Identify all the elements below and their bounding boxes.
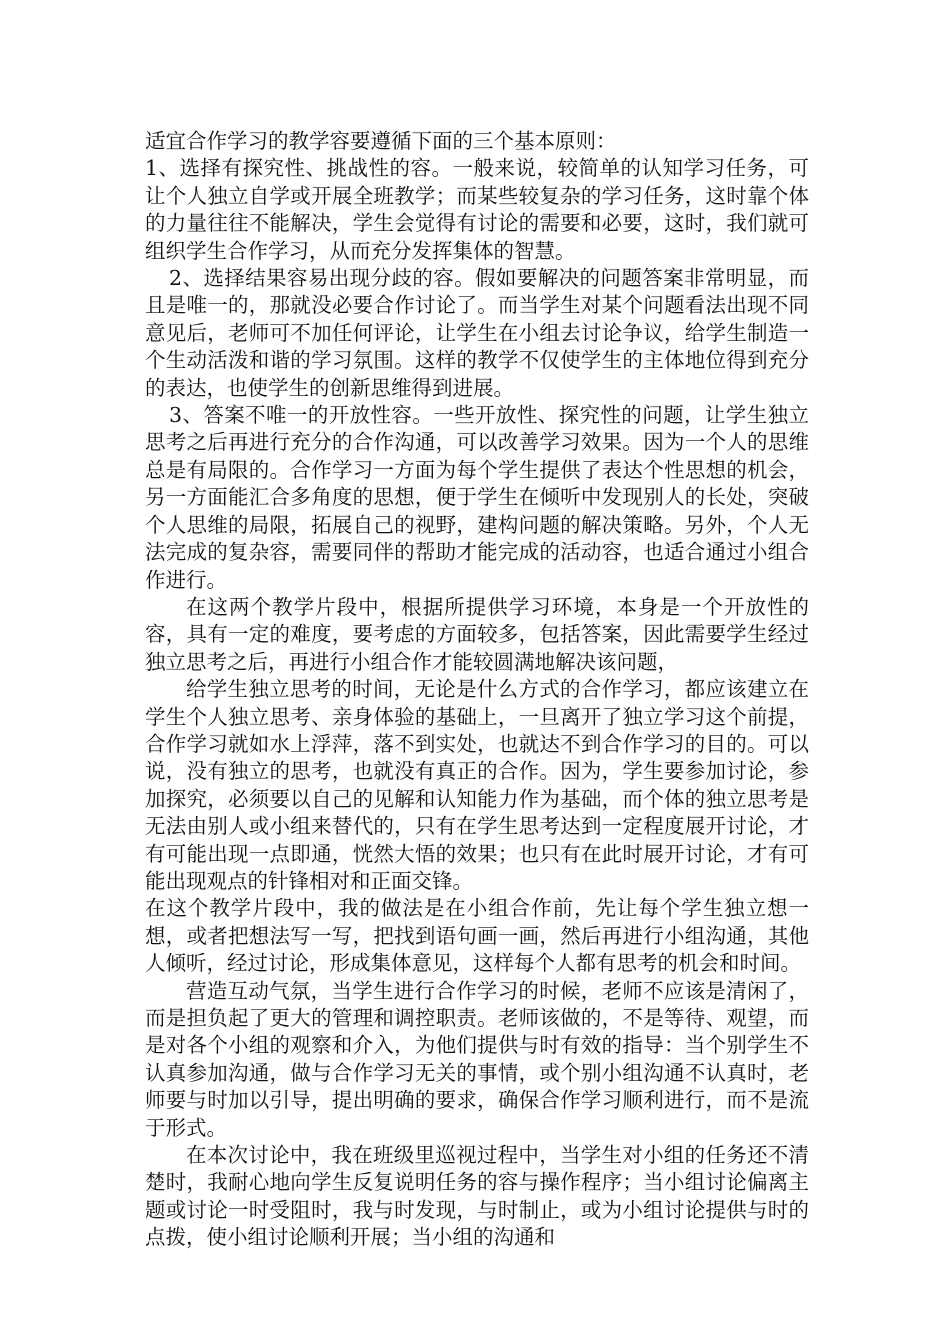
paragraph-independent-thinking: 给学生独立思考的时间，无论是什么方式的合作学习，都应该建立在学生个人独立思考、亲身体验的基础上，一旦离开了独立学习这个前提，合作学习就如水上浮萍，落不到实处，也就达不到合作学习的目的。可以说，没有独立的思考，也就没有真正的合作。因为，学生要参加讨论，参加探究，必须要以自己的见解和认知能力作为基础，而个体的独立思考是无法由别人或小组来替代的，只有在学生思考达到一定程度展开讨论，才有可能出现一点即通，恍然大悟的效果；也只有在此时展开讨论，才有可能出现观点的针锋相对和正面交锋。 xyxy=(145,677,809,893)
paragraph-teaching-segments: 在这两个教学片段中，根据所提供学习环境，本身是一个开放性的容，具有一定的难度，要考虑的方面较多，包括答案，因此需要学生经过独立思考之后，再进行小组合作才能较圆满地解决该问题， xyxy=(145,594,809,674)
paragraph-intro: 适宜合作学习的教学容要遵循下面的三个基本原则： xyxy=(145,129,617,153)
paragraph-principle-3: 3、答案不唯一的开放性容。一些开放性、探究性的问题，让学生独立思考之后再进行充分的合作沟通，可以改善学习效果。因为一个人的思维总是有局限的。合作学习一方面为每个学生提供了表达个性思想的机会，另一方面能汇合多角度的思想，便于学生在倾听中发现别人的长处，突破个人思维的局限，拓展自己的视野，建构问题的解决策略。另外，个人无法完成的复杂容，需要同伴的帮助才能完成的活动容，也适合通过小组合作进行。 xyxy=(145,403,809,592)
paragraph-interactive-atmosphere: 营造互动气氛，当学生进行合作学习的时候，老师不应该是清闲了，而是担负起了更大的管理和调控职责。老师该做的，不是等待、观望，而是对各个小组的观察和介入，为他们提供与时有效的指导：当个别学生不认真参加沟通，做与合作学习无关的事情，或个别小组沟通不认真时，老师要与时加以引导，提出明确的要求，确保合作学习顺利进行，而不是流于形式。 xyxy=(145,978,809,1140)
paragraph-my-approach: 在这个教学片段中，我的做法是在小组合作前，先让每个学生独立想一想，或者把想法写一写，把找到语句画一画，然后再进行小组沟通，其他人倾听，经过讨论，形成集体意见，这样每个人都有思考的机会和时间。 xyxy=(145,896,809,976)
paragraph-this-discussion: 在本次讨论中，我在班级里巡视过程中，当学生对小组的任务还不清楚时，我耐心地向学生反复说明任务的容与操作程序；当小组讨论偏离主题或讨论一时受阻时，我与时发现，与时制止，或为小组讨论提供与时的点拨，使小组讨论顺利开展；当小组的沟通和 xyxy=(145,1143,809,1250)
paragraph-principle-1: 1、选择有探究性、挑战性的容。一般来说，较简单的认知学习任务，可让个人独立自学或开展全班教学；而某些较复杂的学习任务，这时靠个体的力量往往不能解决，学生会觉得有讨论的需要和必要，这时，我们就可组织学生合作学习，从而充分发挥集体的智慧。 xyxy=(145,156,809,263)
document-page xyxy=(145,128,809,1252)
paragraph-principle-2: 2、选择结果容易出现分歧的容。假如要解决的问题答案非常明显，而且是唯一的，那就没必要合作讨论了。而当学生对某个问题看法出现不同意见后，老师可不加任何评论，让学生在小组去讨论争议，给学生制造一个生动活泼和谐的学习氛围。这样的教学不仅使学生的主体地位得到充分的表达，也使学生的创新思维得到进展。 xyxy=(145,266,809,400)
